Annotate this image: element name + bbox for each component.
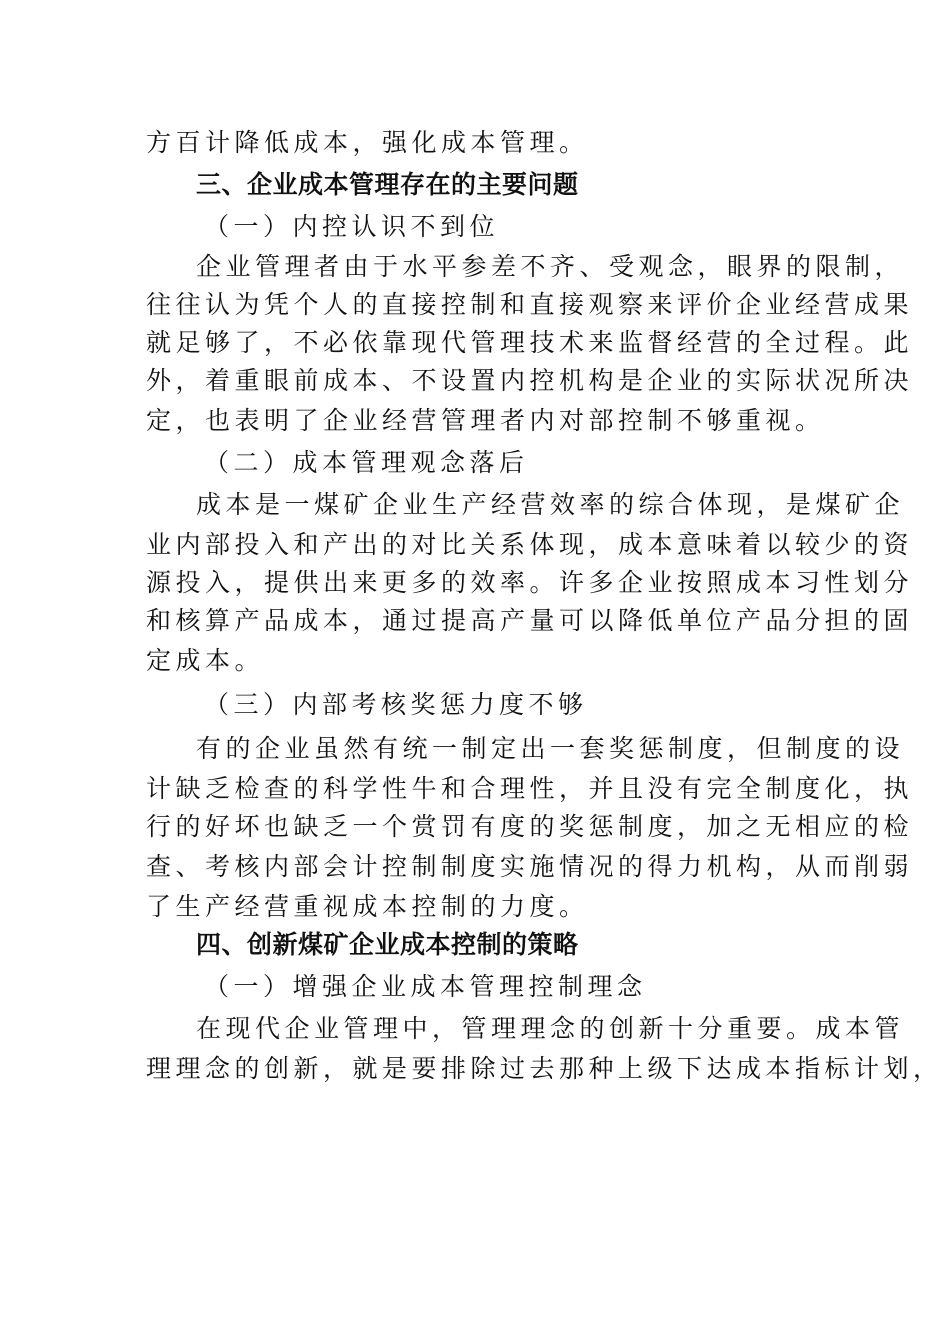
- paragraph-line: 方百计降低成本，强化成本管理。: [146, 128, 589, 157]
- paragraph-line: 定成本。: [146, 646, 265, 675]
- paragraph-line: 在现代企业管理中，管理理念的创新十分重要。成本管: [196, 1014, 905, 1043]
- paragraph-line: 往往认为凭个人的直接控制和直接观察来评价企业经营成果: [146, 290, 914, 319]
- section-heading-3: 三、企业成本管理存在的主要问题: [196, 170, 579, 199]
- paragraph-line: 就足够了，不必依靠现代管理技术来监督经营的全过程。此: [146, 328, 914, 357]
- subsection-heading-4-1: （一）增强企业成本管理控制理念: [204, 972, 647, 1001]
- paragraph-line: 理理念的创新，就是要排除过去那种上级下达成本指标计划，: [146, 1054, 943, 1083]
- paragraph-line: 行的好坏也缺乏一个赏罚有度的奖惩制度，加之无相应的检: [146, 812, 914, 841]
- subsection-heading-3-3: （三）内部考核奖惩力度不够: [204, 690, 588, 719]
- paragraph-line: 了生产经营重视成本控制的力度。: [146, 892, 589, 921]
- subsection-heading-3-2: （二）成本管理观念落后: [204, 448, 529, 477]
- paragraph-line: 计缺乏检查的科学性牛和合理性，并且没有完全制度化，执: [146, 774, 914, 803]
- paragraph-line: 企业管理者由于水平参差不齐、受观念，眼界的限制，: [196, 252, 905, 281]
- paragraph-line: 定，也表明了企业经营管理者内对部控制不够重视。: [146, 406, 825, 435]
- subsection-heading-3-1: （一）内控认识不到位: [204, 212, 500, 241]
- paragraph-line: 和核算产品成本，通过提高产量可以降低单位产品分担的固: [146, 606, 914, 635]
- paragraph-line: 查、考核内部会计控制制度实施情况的得力机构，从而削弱: [146, 852, 914, 881]
- paragraph-line: 外，着重眼前成本、不设置内控机构是企业的实际状况所决: [146, 366, 914, 395]
- section-heading-4: 四、创新煤矿企业成本控制的策略: [196, 930, 579, 959]
- paragraph-line: 业内部投入和产出的对比关系体现，成本意味着以较少的资: [146, 530, 914, 559]
- paragraph-line: 成本是一煤矿企业生产经营效率的综合体现，是煤矿企: [196, 490, 905, 519]
- paragraph-line: 有的企业虽然有统一制定出一套奖惩制度，但制度的设: [196, 734, 905, 763]
- paragraph-line: 源投入，提供出来更多的效率。许多企业按照成本习性划分: [146, 568, 914, 597]
